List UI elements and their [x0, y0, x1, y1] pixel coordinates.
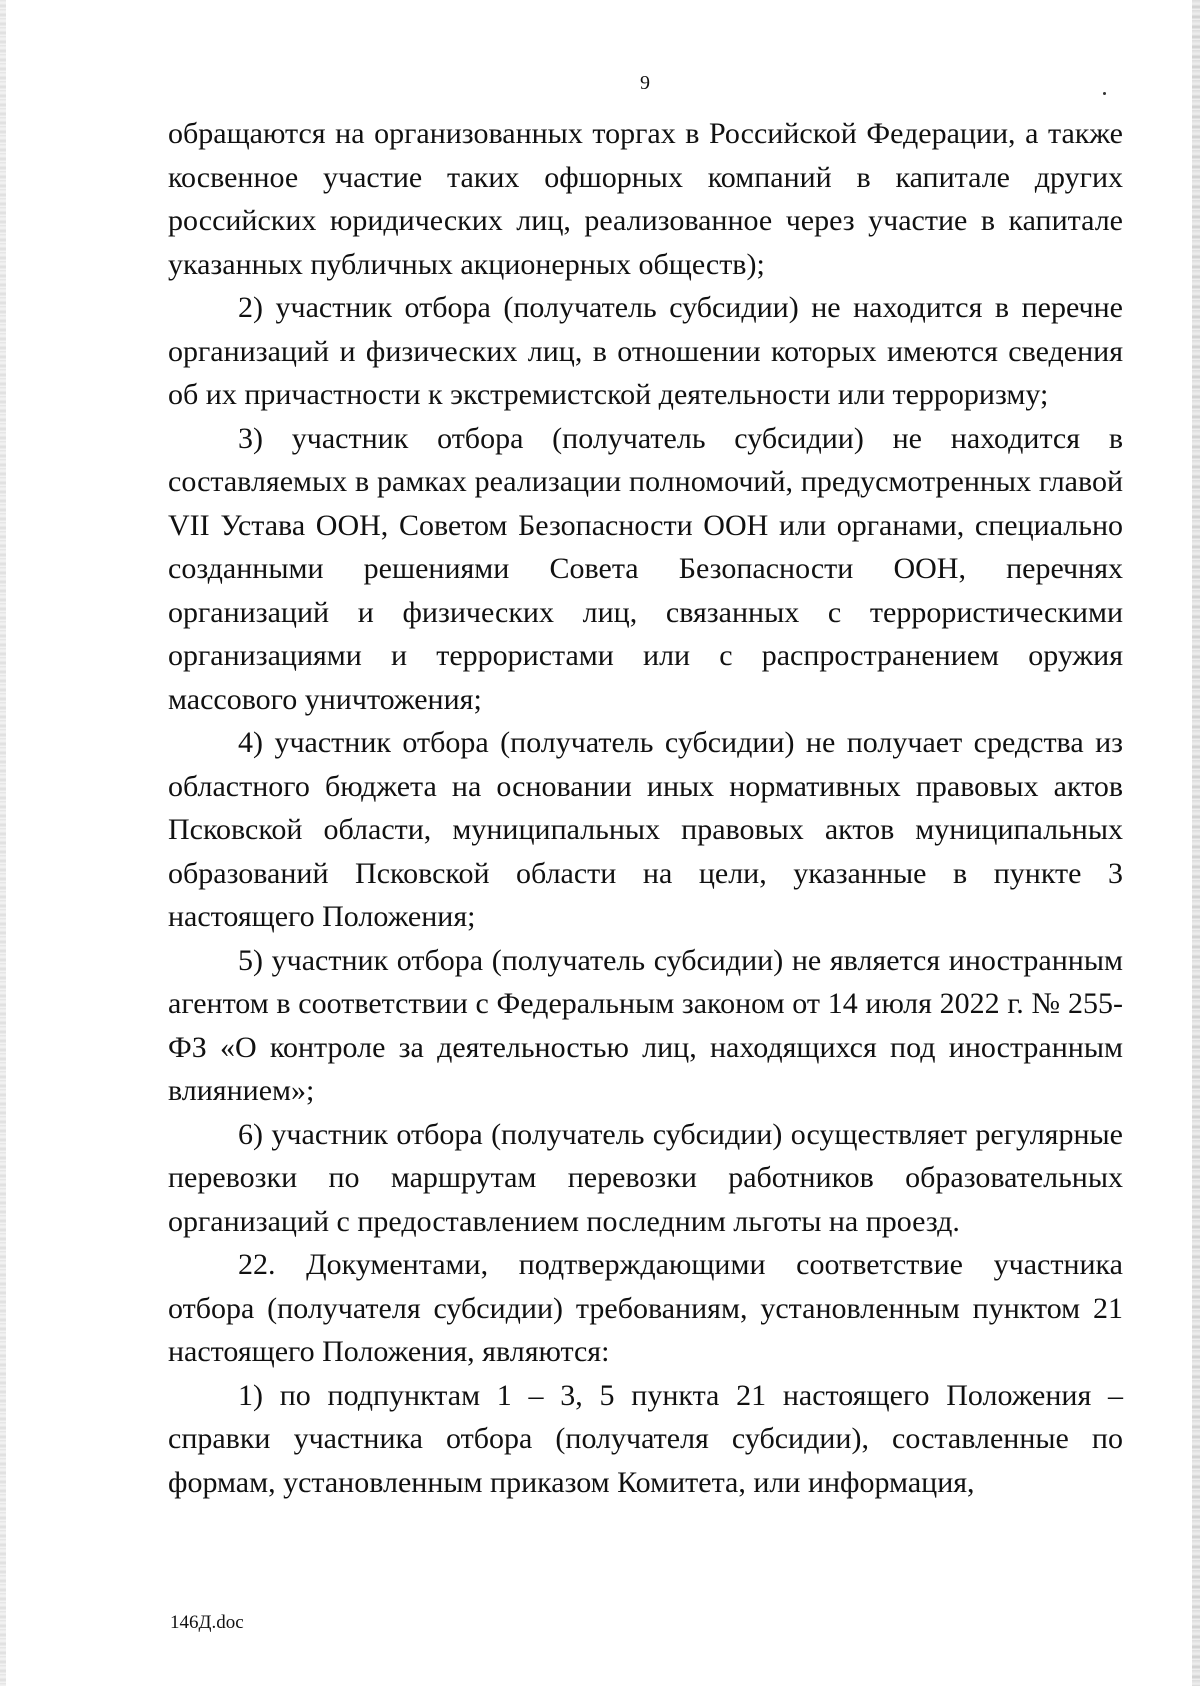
paragraph-item-2: 2) участник отбора (получатель субсидии) не находится в перечне организаций и физических лиц, в отношении которых имеются сведения об их причастности к экстремистской деятельности или терроризму; [168, 291, 1123, 411]
paragraph-item-4: 4) участник отбора (получатель субсидии) не получает средства из областного бюджета на основании иных нормативных правовых актов Псковской области, муниципальных правовых актов муниципальных образований Псковской области на цели, указанные в пункте 3 настоящего Положения; [168, 726, 1123, 933]
paragraph-clause-22-item-1: 1) по подпунктам 1 – 3, 5 пункта 21 настоящего Положения – справки участника отбора (получателя субсидии), составленные по формам, установленным приказом Комитета, или информация, [168, 1378, 1123, 1499]
footer-filename: 146Д.doc [170, 1612, 244, 1633]
scan-speck [1103, 92, 1106, 95]
body-text [168, 112, 1123, 1504]
paragraph-item-6: 6) участник отбора (получатель субсидии) осуществляет регулярные перевозки по маршрутам перевозки работников образовательных организаций с предоставлением последним льготы на проезд. [168, 1117, 1123, 1238]
paragraph-continuation: обращаются на организованных торгах в Российской Федерации, а также косвенное участие таких офшорных компаний в капитале других российских юридических лиц, реализованное через участие в капитале указанных публичных акционерных обществ); [168, 117, 1123, 281]
paragraph-item-5: 5) участник отбора (получатель субсидии) не является иностранным агентом в соответствии с Федеральным законом от 14 июля 2022 г. № 255-ФЗ «О контроле за деятельностью лиц, находящихся под иностранным влиянием»; [168, 943, 1123, 1107]
scan-edge-left [0, 0, 6, 1686]
paragraph-clause-22: 22. Документами, подтверждающими соответствие участника отбора (получателя субсидии) требованиям, установленным пунктом 21 настоящего Положения, являются: [168, 1248, 1123, 1368]
scan-edge-right [1192, 0, 1200, 1686]
paragraph-item-3: 3) участник отбора (получатель субсидии) не находится в составляемых в рамках реализации полномочий, предусмотренных главой VII Устава ООН, Советом Безопасности ООН или органами, специально созданными решениями Совета Безопасности ООН, перечнях организаций и физических лиц, связанных с террористическими организациями и террористами или с распространением оружия массового уничтожения; [168, 421, 1123, 716]
page-number: 9 [640, 72, 650, 94]
